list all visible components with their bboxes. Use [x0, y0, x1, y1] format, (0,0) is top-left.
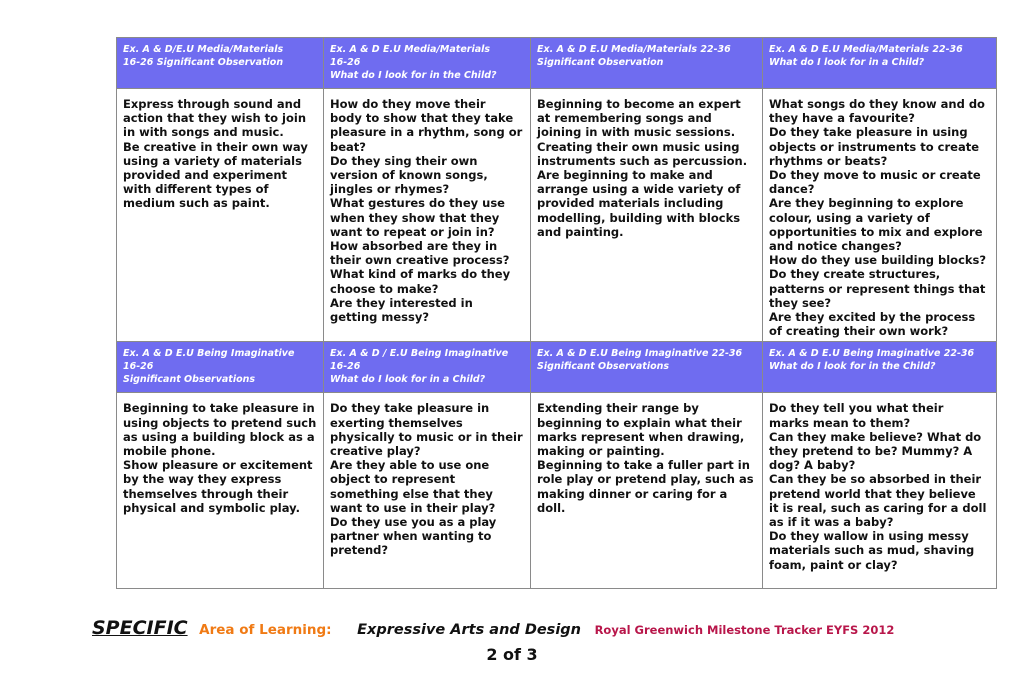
- cell-text-line: marks represent when drawing,: [537, 429, 745, 444]
- cell-text-line: provided and experiment: [123, 168, 288, 183]
- cell-text-line: Beginning to become an expert: [537, 97, 741, 111]
- cell-text-line: Beginning to take a fuller part in: [537, 458, 750, 473]
- cell-text-line: and notice changes?: [769, 239, 902, 254]
- specific-label: SPECIFIC: [92, 617, 188, 639]
- cell-text-line: How do they move their: [330, 97, 486, 111]
- header-cell: [531, 38, 763, 89]
- cell-text-line: Are they able to use one: [330, 458, 490, 473]
- header-row-being-imaginative: [117, 342, 997, 393]
- cell-text-line: Extending their range by: [537, 401, 699, 416]
- cell-text-line: beginning to explain what their: [537, 415, 742, 430]
- cell-text-line: What do I look for in the Child?: [769, 361, 936, 373]
- header-cell: [763, 38, 997, 89]
- cell-text-line: and painting.: [537, 224, 624, 239]
- cell-text-line: modelling, building with blocks: [537, 210, 741, 225]
- header-cell: [531, 342, 763, 393]
- cell-text-line: as if it was a baby?: [769, 515, 894, 530]
- cell-text-line: dog? A baby?: [769, 458, 856, 473]
- cell-text-line: action that they wish to join: [123, 111, 307, 126]
- header-cell: [117, 342, 324, 393]
- page-number: 2 of 3: [486, 645, 538, 664]
- cell-text-line: What do I look for in a Child?: [330, 374, 486, 386]
- header-cell: [324, 38, 531, 89]
- cell-text-line: Ex. A & D E.U Being Imaginative 22-36: [537, 348, 743, 360]
- cell-text-line: they have a favourite?: [769, 111, 915, 126]
- cell-text-line: Do they wallow in using messy: [769, 529, 969, 544]
- cell-text-line: Do they create structures,: [769, 267, 941, 282]
- cell-text-line: Do they sing their own: [330, 153, 478, 168]
- cell-text-line: objects or instruments to create: [769, 139, 980, 154]
- cell-text-line: something else that they: [330, 486, 493, 501]
- cell-text-line: 16-26: [330, 361, 361, 373]
- cell-text-line: body to show that they take: [330, 111, 514, 126]
- content-cell: [117, 393, 324, 589]
- content-cell: [763, 89, 997, 342]
- cell-text-line: themselves through their: [123, 486, 289, 501]
- cell-text-line: 16-26 Significant Observation: [123, 57, 284, 68]
- cell-text-line: Can they be so absorbed in their: [769, 472, 982, 487]
- cell-text-line: Can they make believe? What do: [769, 429, 982, 444]
- cell-text-line: rhythms or beats?: [769, 153, 888, 168]
- cell-text-line: Are they interested in: [330, 295, 473, 310]
- cell-text-line: Creating their own music using: [537, 139, 740, 154]
- cell-text-line: version of known songs,: [330, 168, 488, 183]
- content-cell: [324, 393, 531, 589]
- cell-text-line: object to represent: [330, 472, 456, 487]
- cell-text-line: opportunities to mix and explore: [769, 224, 983, 239]
- cell-text-line: pretend?: [330, 543, 389, 558]
- cell-text-line: in with songs and music.: [123, 125, 284, 140]
- cell-text-line: 16-26: [330, 57, 361, 68]
- milestone-table: [116, 37, 997, 589]
- cell-text-line: What do I look for in a Child?: [769, 57, 925, 68]
- cell-text-line: What gestures do they use: [330, 196, 505, 211]
- cell-text-line: patterns or represent things that: [769, 281, 986, 296]
- cell-text-line: Ex. A & D E.U Media/Materials 22-36: [769, 44, 963, 55]
- cell-text-line: Do they take pleasure in: [330, 401, 490, 416]
- cell-text-line: pleasure in a rhythm, song or: [330, 125, 523, 140]
- cell-text-line: Ex. A & D/E.U Media/Materials: [123, 44, 284, 55]
- cell-text-line: Do they use you as a play: [330, 515, 497, 530]
- cell-text-line: doll.: [537, 500, 566, 515]
- cell-text-line: provided materials including: [537, 196, 724, 211]
- cell-text-line: with different types of: [123, 182, 269, 197]
- cell-text-line: Do they tell you what their: [769, 401, 944, 416]
- cell-text-line: they see?: [769, 295, 832, 310]
- cell-text-line: using objects to pretend such: [123, 415, 317, 430]
- cell-text-line: instruments such as percussion.: [537, 153, 748, 168]
- content-cell: [763, 393, 997, 589]
- cell-text-line: partner when wanting to: [330, 529, 492, 544]
- cell-text-line: What do I look for in the Child?: [330, 70, 497, 81]
- cell-text-line: Ex. A & D E.U Being Imaginative 22-36: [769, 348, 975, 360]
- cell-text-line: Express through sound and: [123, 97, 302, 111]
- cell-text-line: 16-26: [123, 361, 154, 373]
- cell-text-line: Ex. A & D E.U Being Imaginative: [123, 348, 295, 360]
- cell-text-line: it is real, such as caring for a doll: [769, 500, 987, 515]
- content-cell: [531, 89, 763, 342]
- cell-text-line: mobile phone.: [123, 444, 216, 459]
- cell-text-line: Be creative in their own way: [123, 139, 308, 154]
- cell-text-line: as using a building block as a: [123, 429, 315, 444]
- header-cell: [324, 342, 531, 393]
- cell-text-line: their own creative process?: [330, 253, 510, 268]
- subject-title: Expressive Arts and Design: [357, 622, 581, 638]
- cell-text-line: physically to music or in their: [330, 429, 523, 444]
- cell-text-line: Do they move to music or create: [769, 168, 981, 183]
- cell-text-line: jingles or rhymes?: [330, 182, 450, 197]
- content-cell: [531, 393, 763, 589]
- cell-text-line: exerting themselves: [330, 415, 463, 430]
- content-cell: [117, 89, 324, 342]
- cell-text-line: want to use in their play?: [330, 500, 496, 515]
- cell-text-line: by the way they express: [123, 472, 282, 487]
- cell-text-line: Ex. A & D / E.U Being Imaginative: [330, 348, 509, 360]
- cell-text-line: colour, using a variety of: [769, 210, 930, 225]
- cell-text-line: creative play?: [330, 444, 421, 459]
- cell-text-line: Ex. A & D E.U Media/Materials 22-36: [537, 44, 731, 55]
- cell-text-line: physical and symbolic play.: [123, 500, 300, 515]
- cell-text-line: using a variety of materials: [123, 153, 302, 168]
- cell-text-line: Do they take pleasure in using: [769, 125, 968, 140]
- cell-text-line: How do they use building blocks?: [769, 253, 987, 268]
- header-cell: [117, 38, 324, 89]
- cell-text-line: medium such as paint.: [123, 196, 270, 211]
- cell-text-line: Are they excited by the process: [769, 310, 976, 325]
- cell-text-line: pretend world that they believe: [769, 486, 976, 501]
- cell-text-line: beat?: [330, 139, 366, 154]
- tracker-title: Royal Greenwich Milestone Tracker EYFS 2012: [594, 623, 895, 637]
- cell-text-line: Beginning to take pleasure in: [123, 401, 315, 416]
- cell-text-line: Significant Observation: [537, 57, 664, 68]
- cell-text-line: materials such as mud, shaving: [769, 543, 975, 558]
- cell-text-line: they pretend to be? Mummy? A: [769, 444, 973, 459]
- content-cell: [324, 89, 531, 342]
- cell-text-line: joining in with music sessions.: [537, 125, 736, 140]
- cell-text-line: foam, paint or clay?: [769, 557, 898, 572]
- header-row-media-materials: [117, 38, 997, 89]
- content-row-being-imaginative: [117, 393, 997, 589]
- cell-text-line: Significant Observations: [123, 374, 256, 386]
- cell-text-line: want to repeat or join in?: [330, 224, 495, 239]
- cell-text-line: Significant Observations: [537, 361, 670, 373]
- cell-text-line: of creating their own work?: [769, 324, 949, 339]
- cell-text-line: at remembering songs and: [537, 111, 712, 126]
- footer-title: [92, 617, 894, 639]
- cell-text-line: How absorbed are they in: [330, 239, 498, 254]
- cell-text-line: making or painting.: [537, 444, 665, 459]
- cell-text-line: What songs do they know and do: [769, 97, 985, 111]
- cell-text-line: Show pleasure or excitement: [123, 458, 313, 473]
- header-cell: [763, 342, 997, 393]
- cell-text-line: Are they beginning to explore: [769, 196, 964, 211]
- cell-text-line: arrange using a wide variety of: [537, 182, 741, 197]
- cell-text-line: getting messy?: [330, 310, 430, 325]
- cell-text-line: Ex. A & D E.U Media/Materials: [330, 44, 491, 55]
- content-row-media-materials: [117, 89, 997, 342]
- cell-text-line: when they show that they: [330, 210, 500, 225]
- cell-text-line: marks mean to them?: [769, 415, 911, 430]
- cell-text-line: dance?: [769, 182, 815, 197]
- cell-text-line: Are beginning to make and: [537, 168, 713, 183]
- cell-text-line: making dinner or caring for a: [537, 486, 728, 501]
- area-of-learning-label: Area of Learning:: [199, 622, 332, 638]
- cell-text-line: role play or pretend play, such as: [537, 472, 754, 487]
- cell-text-line: What kind of marks do they: [330, 267, 511, 282]
- cell-text-line: choose to make?: [330, 281, 439, 296]
